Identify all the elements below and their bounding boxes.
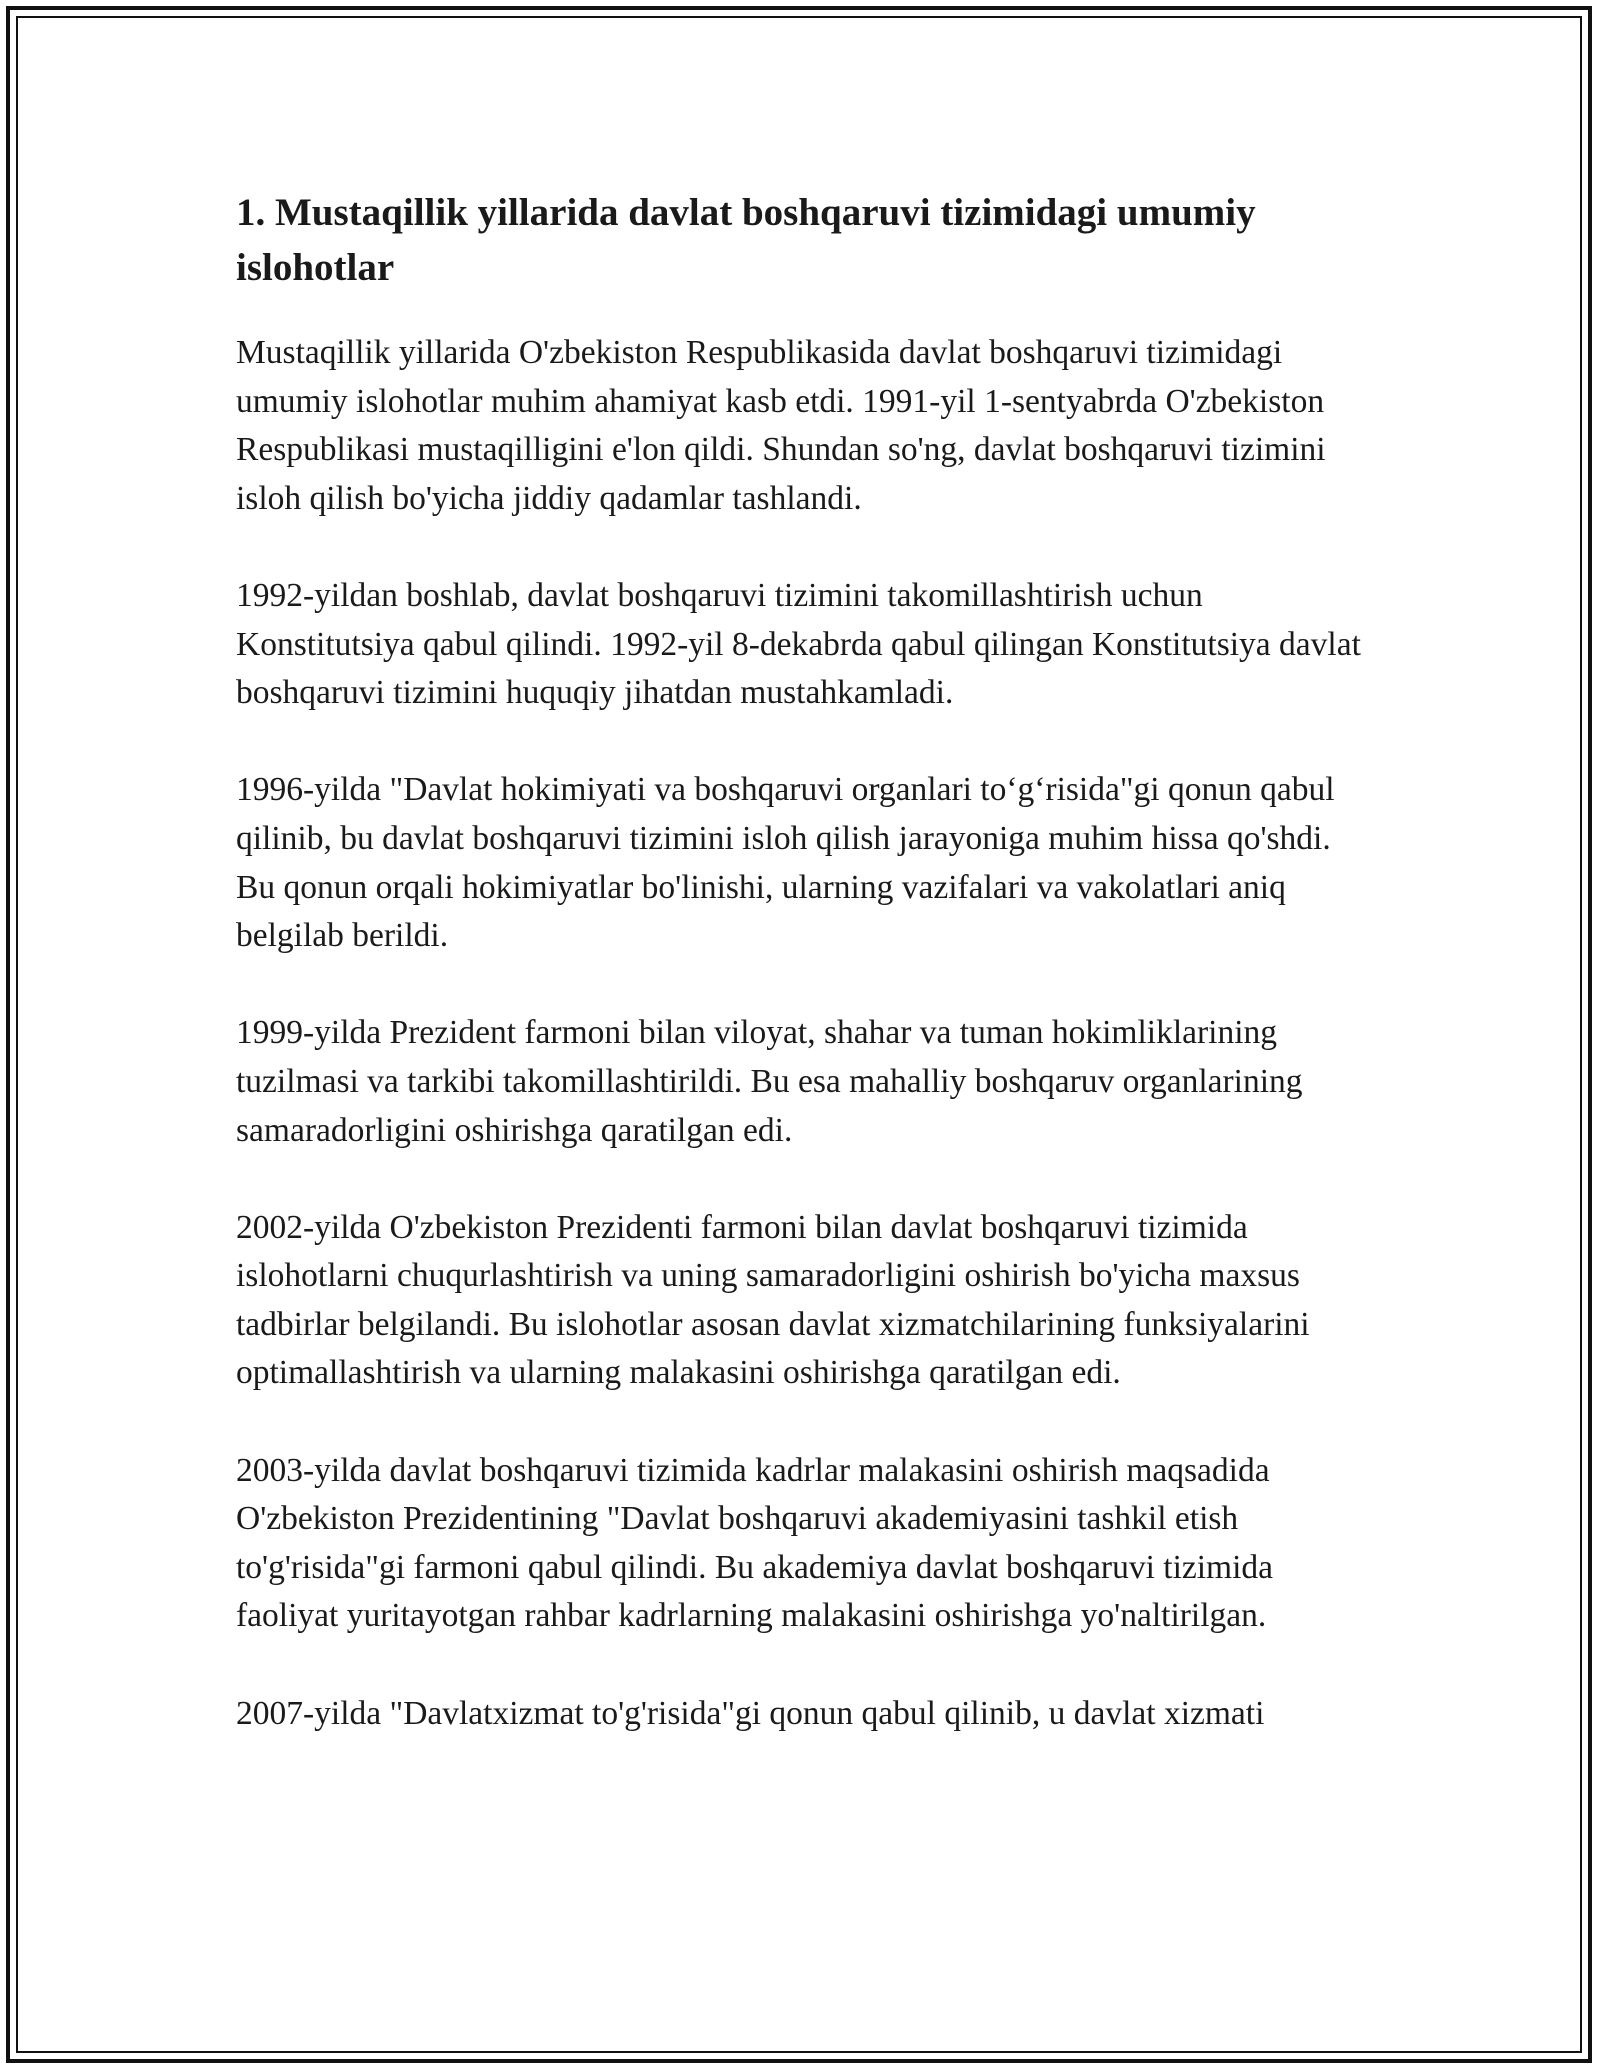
paragraph-2007: 2007-yilda "Davlatxizmat to'g'risida"gi qonun qabul qilinib, u davlat xizmati xyxy=(236,1694,1265,1732)
paragraph-1996: 1996-yilda "Davlat hokimiyati va boshqaruvi organlari to‘g‘risida"gi qonun qabul qilinib, bu davlat boshqaruvi tizimini isloh qilish jarayoniga muhim hissa qo'shdi. Bu qonun orqali hokimiyatlar bo'linishi, ularning vazifalari va vakolatlari aniq belgilab berildi. xyxy=(236,771,1335,955)
paragraph-2002: 2002-yilda O'zbekiston Prezidenti farmoni bilan davlat boshqaruvi tizimida islohotlarni chuqurlashtirish va uning samaradorligini oshirish bo'yicha maxsus tadbirlar belgilandi. Bu islohotlar asosan davlat xizmatchilarining funksiyalarini optimallashtirish va ularning malakasini oshirishga qaratilgan edi. xyxy=(236,1208,1310,1392)
paragraph-1991: Mustaqillik yillarida O'zbekiston Respublikasida davlat boshqaruvi tizimidagi umumiy islohotlar muhim ahamiyat kasb etdi. 1991-yil 1-sentyabrda O'zbekiston Respublikasi mustaqilligini e'lon qildi. Shundan so'ng, davlat boshqaruvi tizimini isloh qilish bo'yicha jiddiy qadamlar tashlandi. xyxy=(236,334,1326,517)
paragraph-1992: 1992-yildan boshlab, davlat boshqaruvi tizimini takomillashtirish uchun Konstitutsiya qabul qilindi. 1992-yil 8-dekabrda qabul qilingan Konstitutsiya davlat boshqaruvi tizimini huquqiy jihatdan mustahkamladi. xyxy=(236,576,1361,712)
paragraph-2003: 2003-yilda davlat boshqaruvi tizimida kadrlar malakasini oshirish maqsadida O'zbekiston Prezidentining "Davlat boshqaruvi akademiyasini tashkil etish to'g'risida"gi farmoni qabul qilindi. Bu akademiya davlat boshqaruvi tizimida faoliyat yuritayotgan rahbar kadrlarning malakasini oshirishga yo'naltirilgan. xyxy=(236,1451,1274,1635)
document-body xyxy=(236,185,1376,1787)
paragraph-1999: 1999-yilda Prezident farmoni bilan viloyat, shahar va tuman hokimliklarining tuzilmasi va tarkibi takomillashtirildi. Bu esa mahalliy boshqaruv organlarining samaradorligini oshirishga qaratilgan edi. xyxy=(236,1014,1303,1149)
page-title: 1. Mustaqillik yillarida davlat boshqaruvi tizimidagi umumiy islohotlar xyxy=(236,191,1256,289)
